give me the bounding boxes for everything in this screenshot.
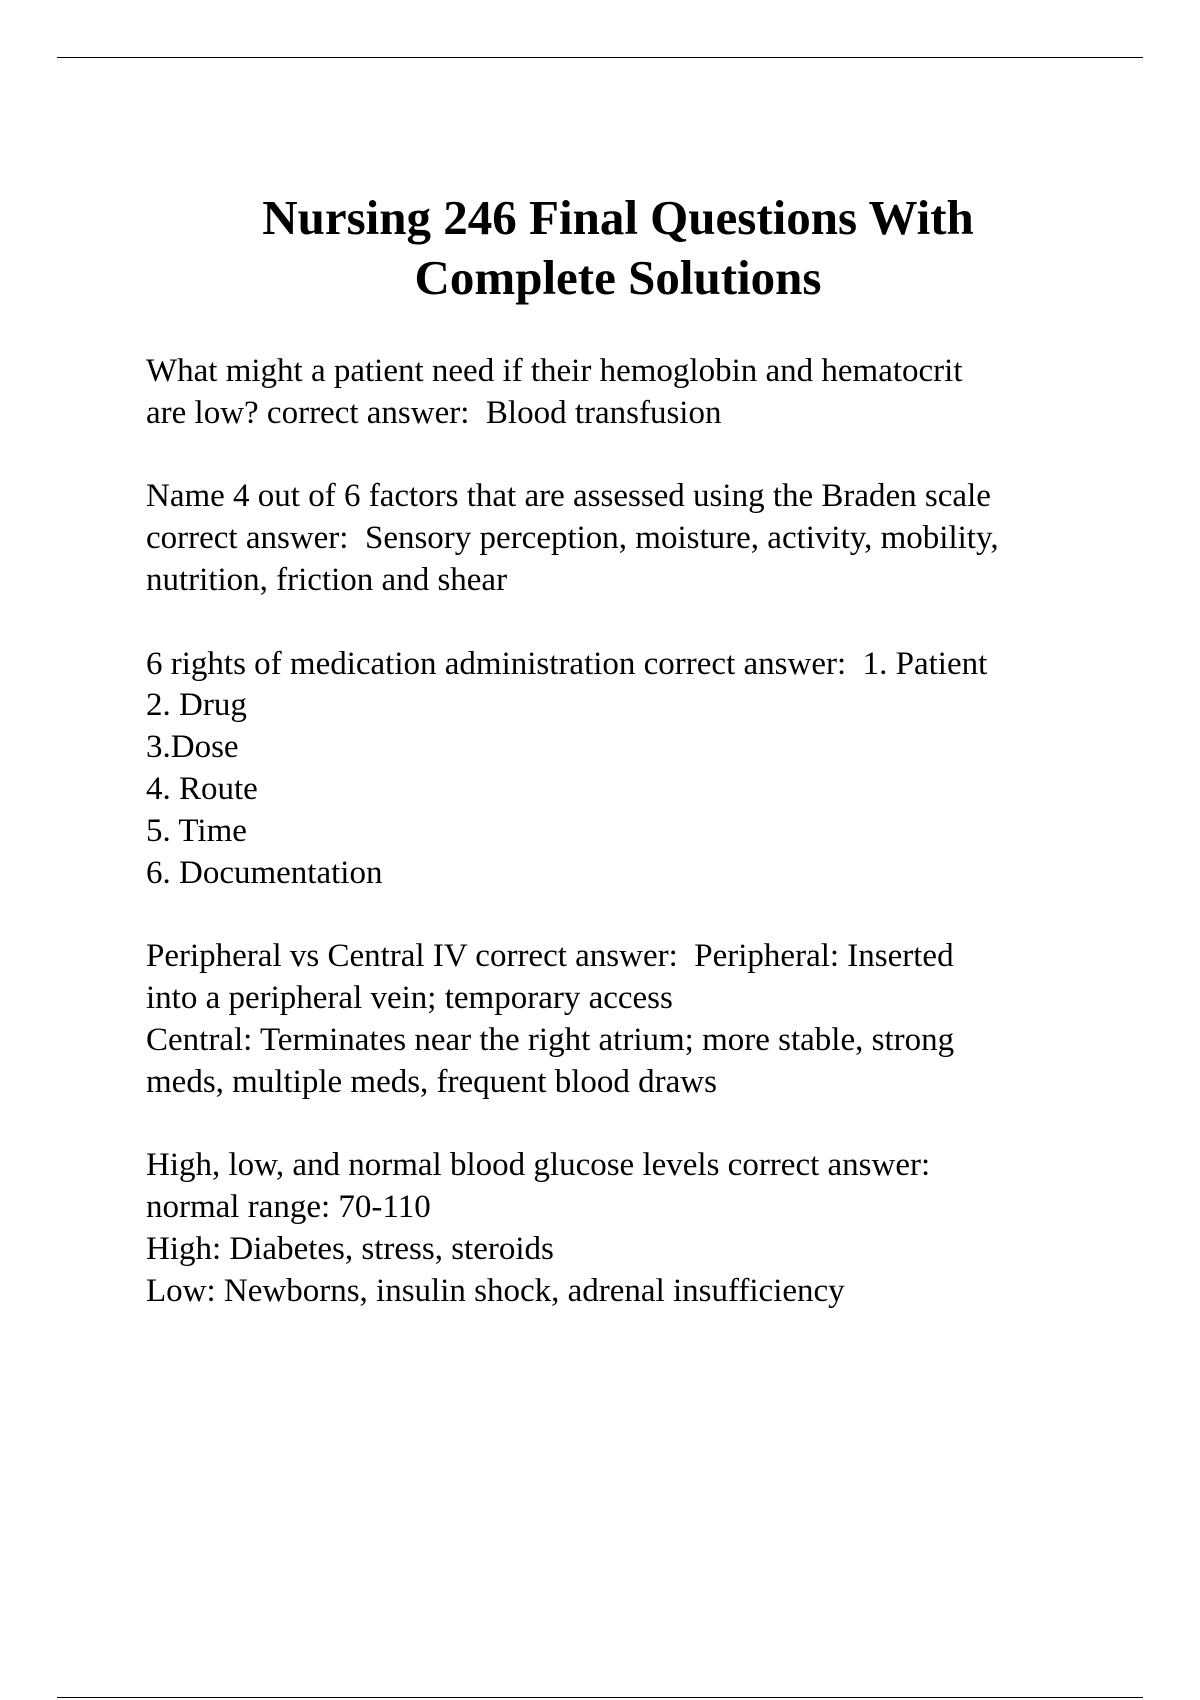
title-line-2: Complete Solutions	[414, 250, 822, 305]
text-line: nutrition, friction and shear	[146, 561, 508, 598]
text-line: High: Diabetes, stress, steroids	[146, 1230, 554, 1267]
page-title	[0, 188, 1200, 308]
header-rule	[57, 57, 1143, 58]
qa-block-hemoglobin	[146, 351, 1146, 435]
text-line: into a peripheral vein; temporary access	[146, 979, 673, 1016]
document-body	[146, 351, 1146, 1354]
text-line: 2. Drug	[146, 687, 247, 724]
text-line: What might a patient need if their hemoglobin and hematocrit	[146, 353, 963, 389]
text-line: Low: Newborns, insulin shock, adrenal insufficiency	[146, 1272, 845, 1309]
footer-rule	[57, 1697, 1143, 1698]
qa-block-medication-rights	[146, 644, 1146, 895]
text-line: 5. Time	[146, 812, 247, 849]
text-line: 6 rights of medication administration correct answer: 1. Patient	[146, 645, 988, 682]
text-line: are low? correct answer: Blood transfusion	[146, 394, 722, 431]
text-line: 6. Documentation	[146, 854, 383, 891]
text-line: meds, multiple meds, frequent blood draws	[146, 1063, 717, 1100]
text-line: 4. Route	[146, 770, 258, 807]
text-line: Central: Terminates near the right atrium; more stable, strong	[146, 1021, 955, 1058]
text-line: normal range: 70-110	[146, 1188, 431, 1225]
qa-block-braden	[146, 476, 1146, 601]
text-line: High, low, and normal blood glucose levels correct answer:	[146, 1147, 931, 1184]
qa-block-blood-glucose	[146, 1145, 1146, 1312]
text-line: 3.Dose	[146, 729, 239, 766]
text-line: Name 4 out of 6 factors that are assessed using the Braden scale	[146, 478, 991, 515]
qa-block-iv	[146, 936, 1146, 1103]
title-line-1: Nursing 246 Final Questions With	[262, 190, 974, 245]
text-line: Peripheral vs Central IV correct answer: Peripheral: Inserted	[146, 938, 954, 975]
text-line: correct answer: Sensory perception, moisture, activity, mobility,	[146, 520, 999, 557]
